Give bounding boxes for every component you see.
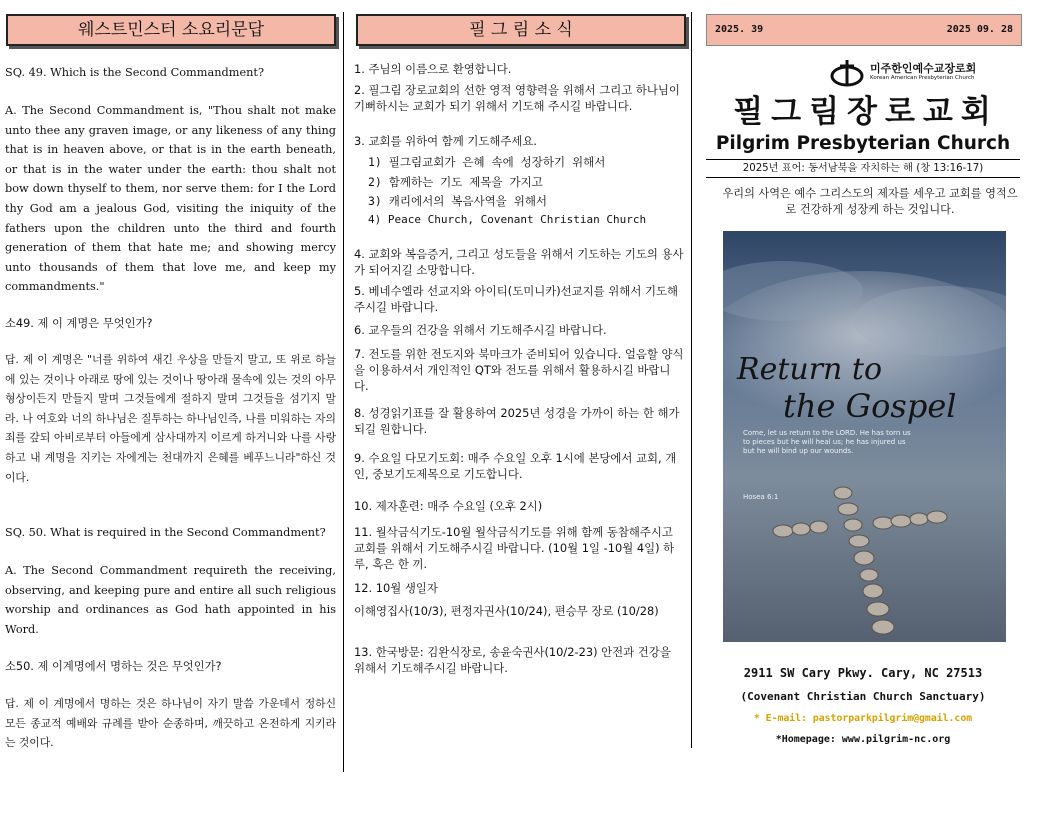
news-sub-item-3: 3) 캐리에서의 복음사역을 위해서 (368, 194, 548, 208)
column-divider-left (343, 12, 344, 772)
news-item-12: 12. 10월 생일자 (354, 581, 438, 595)
image-title-line1: Return to (737, 352, 883, 387)
column-divider-right (691, 12, 692, 748)
news-item-9: 9. 수요일 다모기도회: 매주 수요일 오후 1시에 본당에서 교회, 개인, 중보기도제목으로 기도합니다. (354, 451, 677, 481)
church-name-korean: 필그림장로교회 (733, 94, 999, 130)
a50-english: A. The Second Commandment requireth the receiving, observing, and keeping pure and entire all such religious worship and ordinances as God hath appointed in his Word. (5, 564, 336, 636)
news-sub-item-1: 1) 필그림교회가 은혜 속에 성장하기 위해서 (368, 155, 606, 169)
image-verse-reference: Hosea 6:1 (743, 493, 779, 501)
logo-korean-name: 미주한인예수교장로회 (870, 62, 977, 75)
logo-english-name: Korean American Presbyterian Church (870, 75, 975, 81)
church-logo-icon (830, 58, 864, 88)
news-item-11: 11. 월삭금식기도-10월 월삭금식기도를 위해 함께 동참해주시고 교회를 위해서 기도해주시길 바랍니다. (10월 1일 -10월 4일) 하루, 혹은 한 끼. (354, 525, 675, 571)
cross-of-stones-image (723, 231, 1006, 642)
news-sub-item-2: 2) 함께하는 기도 제목을 가지고 (368, 175, 543, 189)
issue-date: 2025 09. 28 (946, 24, 1013, 35)
church-name-english: Pilgrim Presbyterian Church (715, 133, 1011, 154)
news-item-13: 13. 한국방문: 김완식장로, 송윤숙권사(10/2-23) 안전과 건강을 위해서 기도해주시길 바랍니다. (354, 645, 671, 675)
motto-bar: 2025년 표어: 동서남북을 자치하는 해 (창 13:16-17) (706, 159, 1020, 178)
news-item-7: 7. 전도를 위한 전도지와 북마크가 준비되어 있습니다. 얼음할 양식을 이용하셔서 개인적인 QT와 전도를 위해서 활용하시길 바랍니다. (354, 347, 684, 393)
news-sub-item-4: 4) Peace Church, Covenant Christian Church (368, 213, 647, 226)
issue-bar (706, 14, 1022, 46)
news-item-6: 6. 교우들의 건강을 위해서 기도해주시길 바랍니다. (354, 323, 607, 337)
news-item-12-birthdays: 이해영집사(10/3), 편정자권사(10/24), 편승무 장로 (10/28) (354, 604, 659, 618)
image-verse: Come, let us return to the LORD. He has torn us to pieces but he will heal us; he has injured us but he will bind up our wounds. (743, 429, 911, 455)
news-item-8: 8. 성경읽기표를 잘 활용하여 2025년 성경을 가까이 하는 한 해가 되길 원합니다. (354, 406, 680, 436)
news-item-3: 3. 교회를 위하여 함께 기도해주세요. (354, 134, 538, 148)
issue-number: 2025. 39 (715, 24, 764, 35)
news-item-1: 1. 주님의 이름으로 환영합니다. (354, 62, 512, 76)
a49-korean: 답. 제 이 계명은 "너를 위하여 새긴 우상을 만들지 말고, 또 위로 하늘에 있는 것이나 아래로 땅에 있는 것이나 땅아래 물속에 있는 것의 아무 형상이든지 만들지 말며 그것들에게 절하지 말며 그것들을 섬기지 말라. 나 여호와 너의 하나님은 질투하는 하나님인즉, 나를 미워하는 자의 죄를 갚되 아비로부터 아들에게 삼사대까지 이르게 하거니와 나를 사랑하고 내 계명을 지키는 자에게는 천대까지 은혜를 베푸느니라"하신 것이다. (5, 353, 336, 484)
cover-image (723, 231, 1006, 642)
church-address: 2911 SW Cary Pkwy. Cary, NC 27513 (743, 666, 983, 680)
news-item-10: 10. 제자훈련: 매주 수요일 (오후 2시) (354, 499, 543, 513)
a49-english: A. The Second Commandment is, "Thou shalt not make unto thee any graven image, or any likeness of any thing that is in heaven above, or that is in the earth beneath, or that is in the water under the earth: thou shalt not bow down thyself to them, nor serve them: for I the Lord thy God am a jealous God, visiting the iniquity of the fathers upon the children unto the third and fourth generation of them that hate me; and showing mercy unto thousands of them that love me, and keep my commandments." (5, 104, 336, 294)
q50-korean: 소50. 제 이계명에서 명하는 것은 무엇인가? (5, 660, 222, 673)
denomination-logo (830, 58, 1020, 88)
q50-english: SQ. 50. What is required in the Second Commandment? (5, 526, 326, 539)
image-title-line2: the Gospel (783, 387, 957, 425)
catechism-header: 웨스트민스터 소요리문답 (6, 14, 336, 46)
q49-korean: 소49. 제 이 계명은 무엇인가? (5, 317, 153, 330)
news-item-4: 4. 교회와 복음증거, 그리고 성도들을 위해서 기도하는 기도의 용사가 되어지길 소망합니다. (354, 247, 684, 277)
email-link[interactable]: * E-mail: pastorparkpilgrim@gmail.com (753, 713, 973, 724)
news-item-5: 5. 베네수엘라 선교지와 아이티(도미니카)선교지를 위해서 기도해주시길 바랍니다. (354, 284, 678, 314)
a50-korean: 답. 제 이 계명에서 명하는 것은 하나님이 자기 말씀 가운데서 정하신 모든 종교적 예배와 규례를 받아 순종하며, 깨끗하고 온전하게 지키라는 것이다. (5, 697, 336, 750)
homepage-link[interactable]: *Homepage: www.pilgrim-nc.org (775, 734, 951, 745)
sanctuary-name: (Covenant Christian Church Sanctuary) (740, 690, 986, 703)
q49-english: SQ. 49. Which is the Second Commandment? (5, 66, 264, 79)
news-header: 필 그 림 소 식 (356, 14, 686, 46)
mission-statement: 우리의 사역은 예수 그리스도의 제자를 세우고 교회를 영적으로 건강하게 성장케 하는 것입니다. (722, 187, 1018, 216)
news-item-2: 2. 필그림 장로교회의 선한 영적 영향력을 위해서 그리고 하나님이 기뻐하시는 교회가 되기 위해서 기도해 주시길 바랍니다. (354, 83, 680, 113)
